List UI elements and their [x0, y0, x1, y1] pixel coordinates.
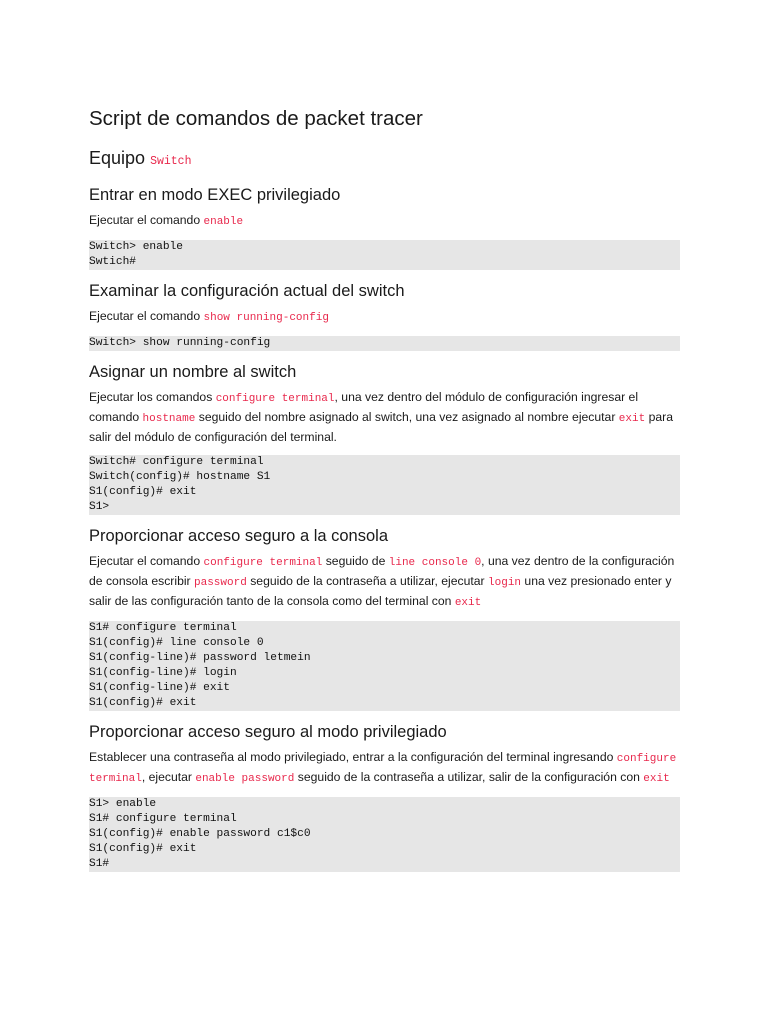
code-line: S1#: [89, 858, 110, 870]
code-block-exec: [89, 240, 680, 270]
text-run: Ejecutar el comando: [89, 213, 204, 227]
code-line: S1(config)# exit: [89, 843, 197, 855]
code-line: S1> enable: [89, 798, 157, 810]
section-text-hostname: [89, 388, 680, 446]
section-text-console: [89, 552, 680, 612]
text-run: una vez presionado enter y salir de las configuración tanto de la consola como del terminal con: [89, 574, 672, 608]
inline-command: login: [488, 577, 522, 589]
text-run: seguido de: [322, 554, 389, 568]
inline-command: enable: [203, 216, 244, 228]
text-run: , una vez dentro de la configuración de consola escribir: [89, 554, 675, 588]
document-title: Script de comandos de packet tracer: [89, 107, 423, 130]
code-line: S1(config-line)# exit: [89, 682, 230, 694]
text-run: seguido de la contraseña a utilizar, salir de la configuración con: [294, 770, 644, 784]
section-heading-privileged: Proporcionar acceso seguro al modo privilegiado: [89, 723, 447, 741]
code-line: S1(config)# line console 0: [89, 637, 264, 649]
inline-command: exit: [643, 773, 670, 785]
section-heading-console: Proporcionar acceso seguro a la consola: [89, 527, 389, 545]
text-run: Ejecutar los comandos: [89, 390, 216, 404]
inline-command: line console 0: [388, 557, 482, 569]
inline-command: show running-config: [203, 312, 329, 324]
code-line: S1(config)# exit: [89, 697, 197, 709]
section-text-exec: [89, 211, 680, 231]
text-run: Ejecutar el comando: [89, 554, 204, 568]
code-block-running-config: [89, 336, 680, 351]
code-line: Switch> show running-config: [89, 337, 271, 349]
text-run: Establecer una contraseña al modo privilegiado, entrar a la configuración del terminal ingresando: [89, 750, 617, 764]
text-run: seguido del nombre asignado al switch, una vez asignado al nombre ejecutar: [195, 410, 619, 424]
section-heading-hostname: Asignar un nombre al switch: [89, 363, 297, 381]
text-run: , una vez dentro del módulo de configuración ingresar el comando: [89, 390, 639, 424]
inline-command: hostname: [142, 413, 196, 425]
code-line: Switch(config)# hostname S1: [89, 471, 271, 483]
code-line: Switch# configure terminal: [89, 456, 264, 468]
code-line: S1# configure terminal: [89, 622, 237, 634]
code-line: S1(config-line)# password letmein: [89, 652, 311, 664]
section-text-privileged: [89, 748, 680, 788]
code-line: S1(config)# enable password c1$c0: [89, 828, 311, 840]
text-run: , ejecutar: [141, 770, 196, 784]
section-heading-running-config: Examinar la configuración actual del switch: [89, 282, 405, 300]
section-text-running-config: [89, 307, 680, 327]
equipo-heading: [89, 147, 680, 173]
code-line: S1(config-line)# login: [89, 667, 237, 679]
inline-command: configure terminal: [215, 393, 335, 405]
code-block-hostname: [89, 455, 680, 515]
inline-command: exit: [454, 597, 482, 609]
inline-command: enable password: [195, 773, 295, 785]
equipo-label: Equipo: [89, 148, 151, 168]
code-block-console: [89, 621, 680, 711]
text-run: Ejecutar el comando: [89, 309, 204, 323]
text-run: seguido de la contraseña a utilizar, ejecutar: [246, 574, 489, 588]
code-block-privileged: [89, 797, 680, 872]
code-line: S1# configure terminal: [89, 813, 237, 825]
code-line: S1>: [89, 501, 110, 513]
inline-command: configure terminal: [89, 753, 677, 785]
inline-command: password: [194, 577, 247, 589]
equipo-value: Switch: [150, 155, 192, 168]
section-heading-exec: Entrar en modo EXEC privilegiado: [89, 186, 341, 204]
text-run: para salir del módulo de configuración del terminal.: [89, 410, 673, 444]
code-line: Swtich#: [89, 256, 136, 268]
inline-command: configure terminal: [203, 557, 323, 569]
code-line: Switch> enable: [89, 241, 183, 253]
inline-command: exit: [618, 413, 646, 425]
code-line: S1(config)# exit: [89, 486, 197, 498]
